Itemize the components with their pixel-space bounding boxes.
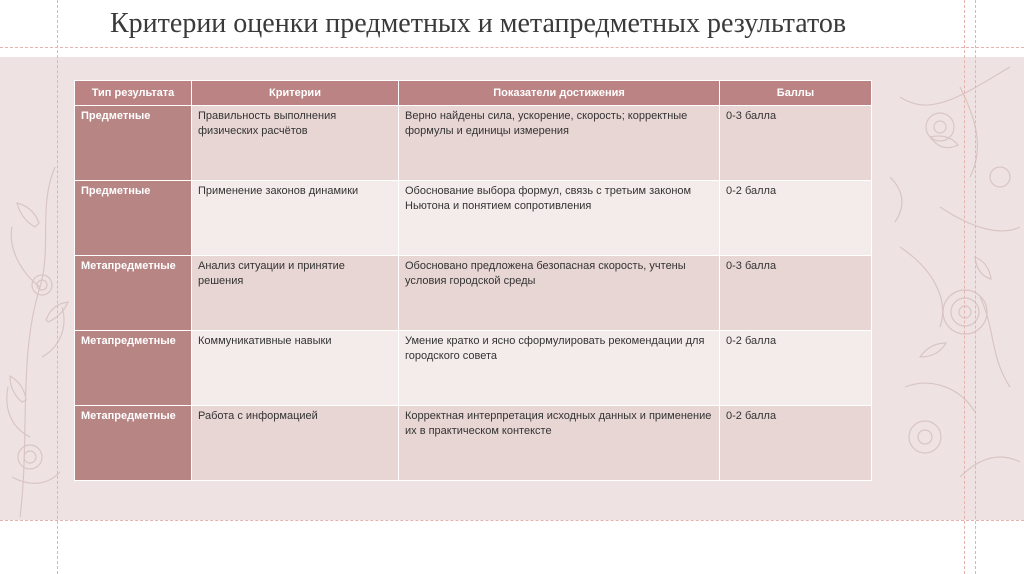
cell-criterion: Правильность выполнения физических расчётов — [192, 106, 399, 181]
table-row — [75, 331, 872, 406]
cell-criterion: Коммуникативные навыки — [192, 331, 399, 406]
header-points: Баллы — [720, 81, 872, 106]
criteria-table — [74, 80, 872, 481]
cell-points: 0-3 балла — [720, 256, 872, 331]
cell-criterion: Работа с информацией — [192, 406, 399, 481]
table-row — [75, 181, 872, 256]
cell-result-type: Метапредметные — [75, 406, 192, 481]
title-area — [0, 0, 1024, 52]
cell-indicator: Обосновано предложена безопасная скорость, учтены условия городской среды — [399, 256, 720, 331]
cell-points: 0-2 балла — [720, 406, 872, 481]
cell-points: 0-2 балла — [720, 181, 872, 256]
cell-indicator: Корректная интерпретация исходных данных и применение их в практическом контексте — [399, 406, 720, 481]
cell-result-type: Метапредметные — [75, 256, 192, 331]
table-row — [75, 256, 872, 331]
cell-points: 0-3 балла — [720, 106, 872, 181]
header-criteria: Критерии — [192, 81, 399, 106]
cell-result-type: Предметные — [75, 106, 192, 181]
cell-indicator: Верно найдены сила, ускорение, скорость; корректные формулы и единицы измерения — [399, 106, 720, 181]
header-result-type: Тип результата — [75, 81, 192, 106]
table-row — [75, 106, 872, 181]
slide-title: Критерии оценки предметных и метапредметных результатов — [110, 8, 847, 39]
cell-criterion: Применение законов динамики — [192, 181, 399, 256]
cell-points: 0-2 балла — [720, 331, 872, 406]
table-row — [75, 406, 872, 481]
header-indicators: Показатели достижения — [399, 81, 720, 106]
cell-result-type: Метапредметные — [75, 331, 192, 406]
footer-band — [0, 520, 1024, 574]
table-header-row — [75, 81, 872, 106]
cell-result-type: Предметные — [75, 181, 192, 256]
cell-indicator: Обоснование выбора формул, связь с третьим законом Ньютона и понятием сопротивления — [399, 181, 720, 256]
cell-criterion: Анализ ситуации и принятие решения — [192, 256, 399, 331]
cell-indicator: Умение кратко и ясно сформулировать рекомендации для городского совета — [399, 331, 720, 406]
